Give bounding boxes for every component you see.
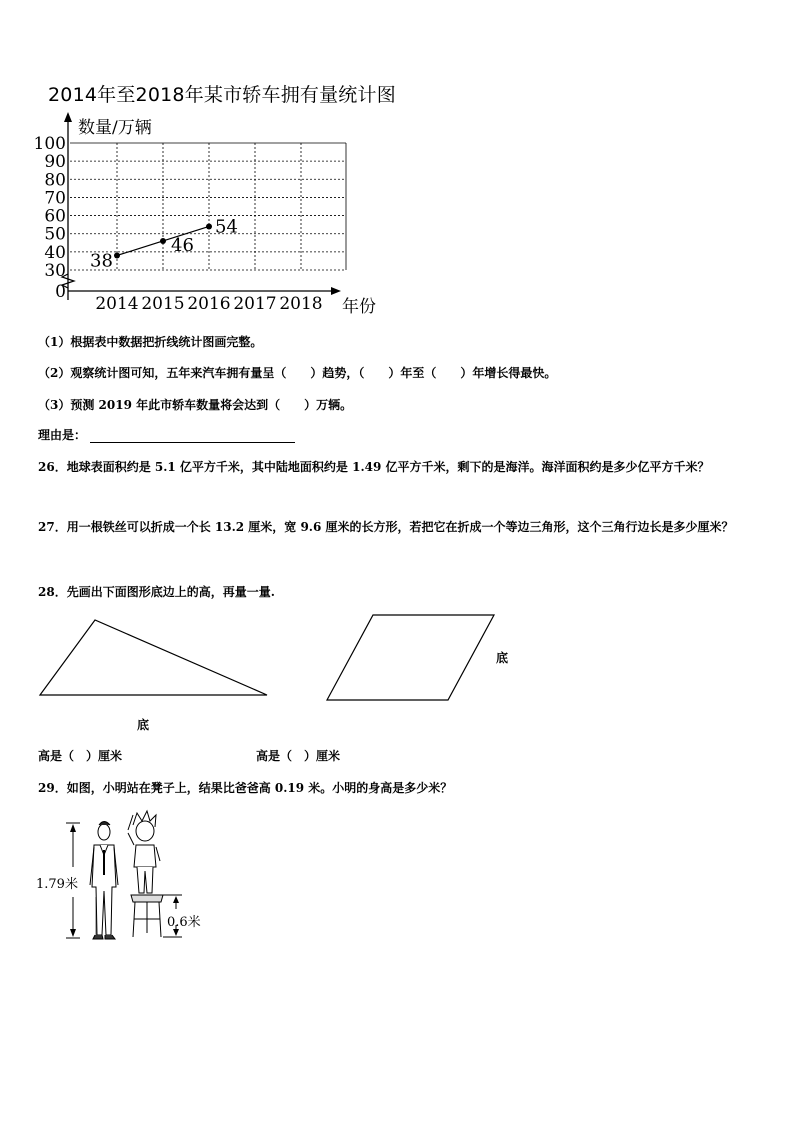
- question-26: 26．地球表面积约是 5.1 亿平方千米，其中陆地面积约是 1.49 亿平方千米，剩下的是海洋。海洋面积约是多少亿平方千米？: [38, 460, 710, 474]
- y-tick-label: 70: [44, 188, 66, 209]
- stool-figure: [131, 895, 163, 937]
- question-25-2: （2）观察统计图可知，五年来汽车拥有量呈（ ）趋势，（ ）年至（ ）年增长得最快。: [38, 366, 557, 380]
- reason-blank[interactable]: [90, 430, 295, 443]
- boy-figure: [128, 811, 160, 893]
- x-tick-label: 2016: [187, 294, 231, 314]
- data-label: 38: [90, 250, 113, 272]
- height-answer-triangle: 高是（ ）厘米: [38, 749, 123, 763]
- y-tick-labels: [34, 134, 66, 302]
- y-tick-label: 90: [44, 152, 66, 173]
- reason-label: 理由是：: [38, 428, 87, 442]
- y-axis-arrow: [64, 112, 72, 122]
- y-tick-label: 100: [33, 134, 66, 154]
- x-axis-arrow: [331, 287, 341, 295]
- stool-height-label: 0.6米: [167, 915, 201, 930]
- x-tick-label: 2017: [233, 294, 277, 314]
- reason-line: [38, 427, 295, 443]
- y-tick-label: 50: [44, 224, 66, 245]
- x-tick-labels: [95, 294, 322, 314]
- chart-series: [90, 216, 238, 271]
- question-27: 27．用一根铁丝可以折成一个长 13.2 厘米，宽 9.6 厘米的长方形，若把它在折成一个等边三角形，这个三角行边长是多少厘米？: [38, 520, 734, 534]
- data-point: [114, 252, 120, 258]
- chart-title: 2014年至2018年某市轿车拥有量统计图: [48, 84, 396, 106]
- y-tick-label: 30: [44, 261, 66, 281]
- y-tick-label: 0: [55, 282, 66, 302]
- question-25-3: （3）预测 2019 年此市轿车数量将会达到（ ）万辆。: [38, 398, 353, 412]
- line-chart: [0, 0, 794, 330]
- question-29: 29．如图，小明站在凳子上，结果比爸爸高 0.19 米。小明的身高是多少米？: [38, 781, 453, 795]
- dad-figure: [90, 822, 118, 940]
- question-25-1: （1）根据表中数据把折线统计图画完整。: [38, 335, 263, 349]
- dad-height-label: 1.79米: [36, 877, 78, 892]
- x-tick-label: 2014: [95, 294, 139, 314]
- height-answer-parallelogram: 高是（ ）厘米: [256, 749, 341, 763]
- x-tick-label: 2015: [141, 294, 185, 314]
- data-point: [160, 238, 166, 244]
- triangle-base-label: 底: [137, 718, 150, 732]
- data-label: 46: [171, 234, 194, 256]
- x-axis-label: 年份: [342, 297, 376, 317]
- geometry-figures: [0, 600, 794, 720]
- chart-axes: [62, 112, 341, 300]
- parallelogram-base-label: 底: [496, 651, 509, 665]
- y-axis-label: 数量/万辆: [78, 118, 152, 138]
- y-tick-label: 80: [44, 170, 66, 191]
- parallelogram-figure: [327, 615, 494, 700]
- y-tick-label: 60: [44, 206, 66, 227]
- x-tick-label: 2018: [279, 294, 323, 314]
- data-point: [206, 223, 212, 229]
- question-28: 28．先画出下面图形底边上的高，再量一量.: [38, 585, 275, 599]
- y-tick-label: 40: [44, 242, 66, 263]
- triangle-figure: [40, 620, 267, 695]
- data-label: 54: [215, 216, 238, 238]
